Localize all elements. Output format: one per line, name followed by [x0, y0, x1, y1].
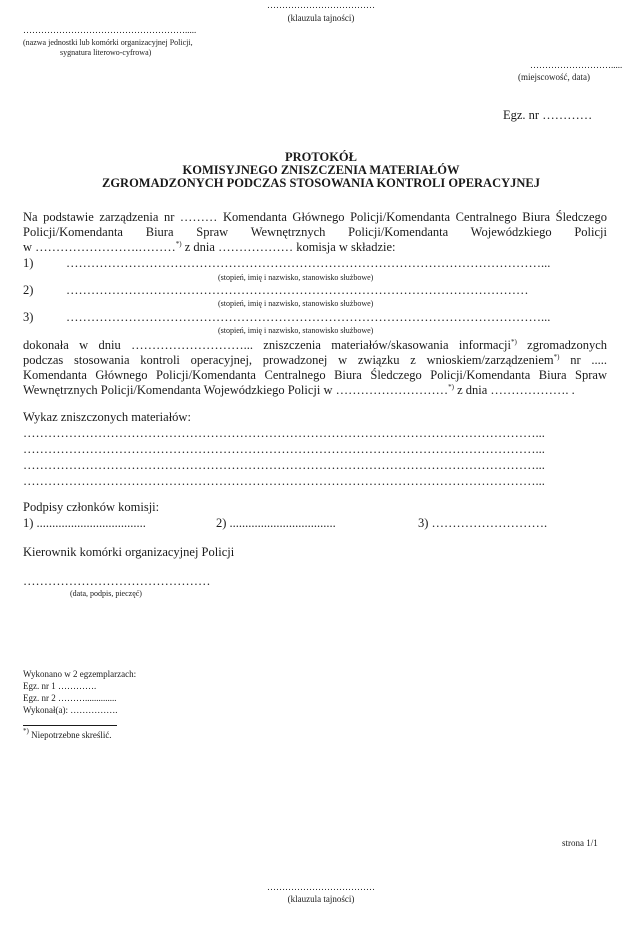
intro-line-1: Na podstawie zarządzenia nr ……… Komendanta Głównego Policji/Komendanta Centralnego Biura Śledczego [23, 210, 607, 224]
materials-line-2: ……………………………………………………………………………………………………………... [23, 442, 545, 456]
page-number: strona 1/1 [562, 838, 598, 848]
unit-name-dots: ………………………………………………..... [23, 25, 197, 35]
signature-2: 2) .................................. [216, 516, 336, 530]
member-3-label: (stopień, imię i nazwisko, stanowisko służbowe) [218, 326, 374, 335]
materials-line-3: ……………………………………………………………………………………………………………... [23, 458, 545, 472]
member-1-dots: ……………………………………………………………………………………………………... [66, 256, 551, 270]
top-classification-label: (klauzula tajności) [287, 13, 355, 23]
member-2-label: (stopień, imię i nazwisko, stanowisko służbowe) [218, 299, 374, 308]
member-2-dots: ………………………………………………………………………………………………… [66, 283, 529, 297]
copies-line-2: Egz. nr 1 …………. [23, 681, 97, 691]
action-line-4: Wewnętrznych Policji/Komendanta Wojewódzkiego Policji w ………………………*) z dnia ………………. . [23, 383, 575, 397]
member-1-number: 1) [23, 256, 34, 270]
member-2-number: 2) [23, 283, 34, 297]
intro-line-2: Policji/Komendanta Biura Spraw Wewnętrznych Policji/Komendanta Wojewódzkiego Policji [23, 225, 607, 239]
unit-name-label-1: (nazwa jednostki lub komórki organizacyjnej Policji, [23, 38, 193, 47]
bottom-classification-label: (klauzula tajności) [287, 894, 355, 904]
head-of-unit-label: (data, podpis, pieczęć) [70, 589, 142, 598]
unit-name-label-2: sygnatura literowo-cyfrowa) [60, 48, 152, 57]
document-title: PROTOKÓŁ [284, 150, 357, 164]
document-title-line-3: ZGROMADZONYCH PODCZAS STOSOWANIA KONTROLI OPERACYJNEJ [101, 176, 541, 190]
place-date-label: (miejscowość, data) [518, 72, 590, 82]
materials-heading: Wykaz zniszczonych materiałów: [23, 410, 191, 424]
copies-line-3: Egz. nr 2 ……….............. [23, 693, 117, 703]
materials-line-1: ……………………………………………………………………………………………………………... [23, 426, 545, 440]
footnote: *) Niepotrzebne skreślić. [23, 727, 112, 740]
copies-line-1: Wykonano w 2 egzemplarzach: [23, 669, 137, 679]
action-line-2: podczas stosowania kontroli operacyjnej, prowadzonej w związku z wnioskiem/zarządzeniem*) nr ..... [23, 353, 607, 367]
member-3-dots: ……………………………………………………………………………………………………... [66, 310, 551, 324]
action-line-1: dokonała w dniu ………………………... zniszczenia materiałów/skasowania informacji*) zgromadzonych [23, 338, 607, 352]
bottom-classification-dots: ……………………………… [267, 882, 375, 892]
intro-line-3: w …………………….………*) z dnia ……………… komisja w składzie: [23, 240, 396, 254]
place-date-dots: ………………………..... [530, 60, 623, 70]
document-title-line-2: KOMISYJNEGO ZNISZCZENIA MATERIAŁÓW [182, 163, 460, 177]
signature-1: 1) ................................... [23, 516, 146, 530]
signature-3: 3) ………………………. [418, 516, 548, 530]
materials-line-4: ……………………………………………………………………………………………………………... [23, 474, 545, 488]
action-line-3: Komendanta Głównego Policji/Komendanta Centralnego Biura Śledczego Policji/Komendanta Biura Spraw [23, 368, 607, 382]
member-3-number: 3) [23, 310, 34, 324]
footnote-rule [23, 725, 117, 726]
member-1-label: (stopień, imię i nazwisko, stanowisko służbowe) [218, 273, 374, 282]
signatures-heading: Podpisy członków komisji: [23, 500, 160, 514]
top-classification-dots: ……………………………… [267, 0, 375, 10]
head-of-unit-dots: ……………………………………… [23, 574, 211, 588]
copies-line-4: Wykonał(a): ……………. [23, 705, 118, 715]
head-of-unit-heading: Kierownik komórki organizacyjnej Policji [23, 545, 235, 559]
copy-number: Egz. nr ………… [503, 108, 593, 122]
